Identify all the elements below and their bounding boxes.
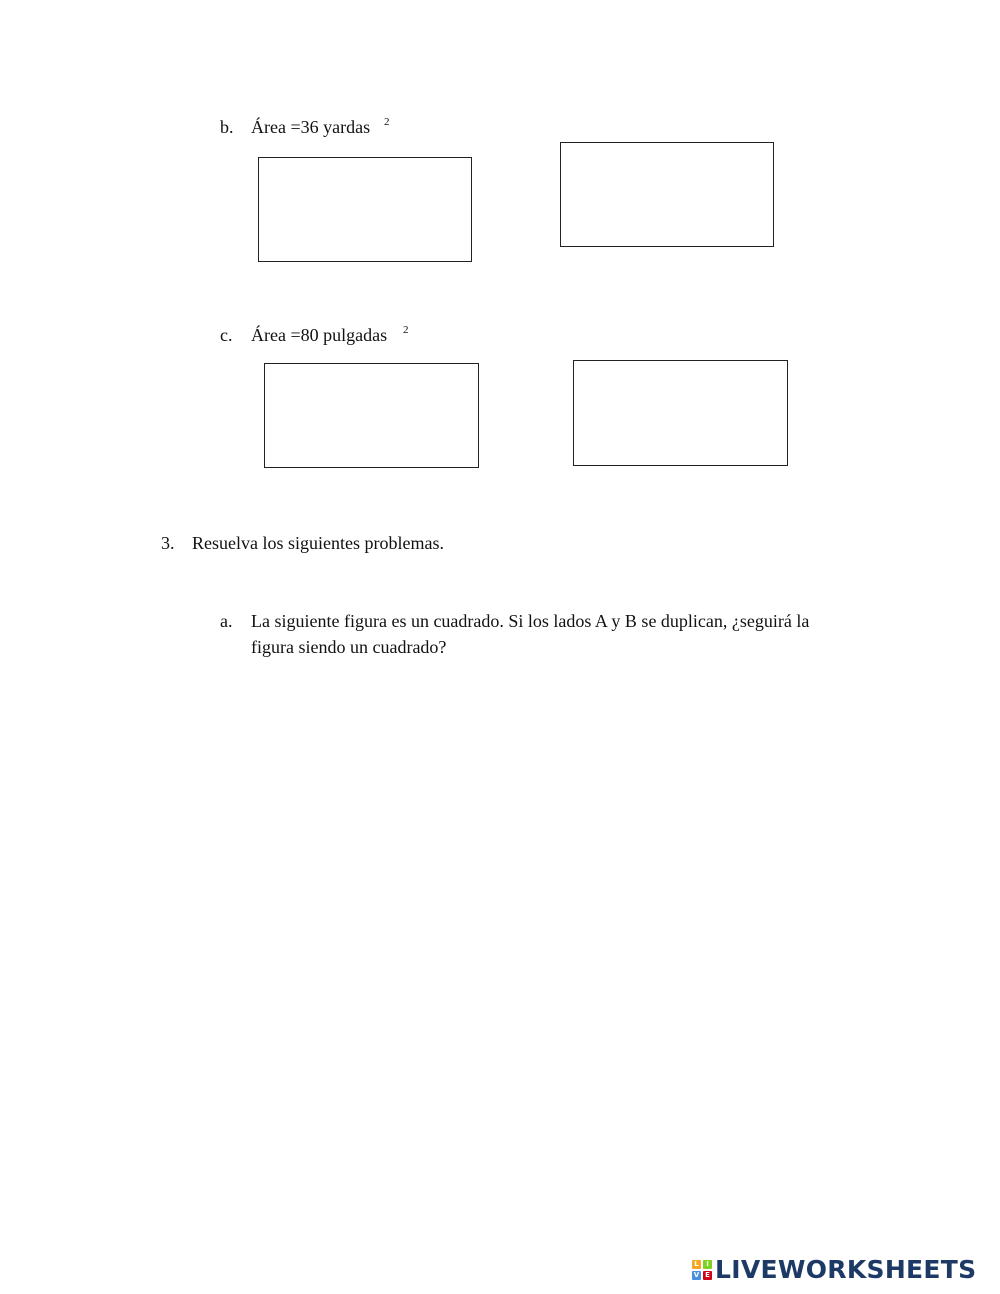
item-b-text: Área =36 yardas (251, 117, 371, 137)
answer-box-b-left[interactable] (258, 157, 472, 262)
answer-box-c-right[interactable] (573, 360, 788, 466)
item-3 (161, 530, 444, 556)
item-b-marker: b. (220, 117, 234, 137)
mark-cell-v: V (693, 1271, 700, 1279)
item-c-exponent-value: 2 (403, 324, 409, 336)
mark-cell-i: I (703, 1260, 712, 1269)
item-c-text: Área =80 pulgadas (251, 325, 388, 345)
item-3-marker: 3. (161, 533, 175, 553)
item-a-line-1: La siguiente figura es un cuadrado. Si los lados A y B se duplican, ¿seguirá la (251, 611, 810, 631)
item-a-line-2: figura siendo un cuadrado? (251, 637, 447, 657)
mark-cell-e: E (703, 1271, 712, 1280)
answer-box-b-right[interactable] (560, 142, 774, 247)
mark-cell-l: L (692, 1260, 701, 1269)
item-c-marker: c. (220, 325, 233, 345)
item-b-exponent-value: 2 (384, 116, 390, 128)
item-b-exponent (384, 114, 390, 140)
item-a-marker: a. (220, 611, 233, 631)
item-c (220, 322, 388, 348)
item-a (220, 608, 233, 634)
item-c-exponent (403, 322, 409, 348)
liveworksheets-logo (692, 1255, 976, 1285)
item-b (220, 114, 371, 140)
liveworksheets-mark-icon (692, 1260, 712, 1280)
liveworksheets-wordmark: LIVEWORKSHEETS (715, 1255, 977, 1284)
item-3-text: Resuelva los siguientes problemas. (192, 533, 444, 553)
answer-box-c-left[interactable] (264, 363, 479, 468)
